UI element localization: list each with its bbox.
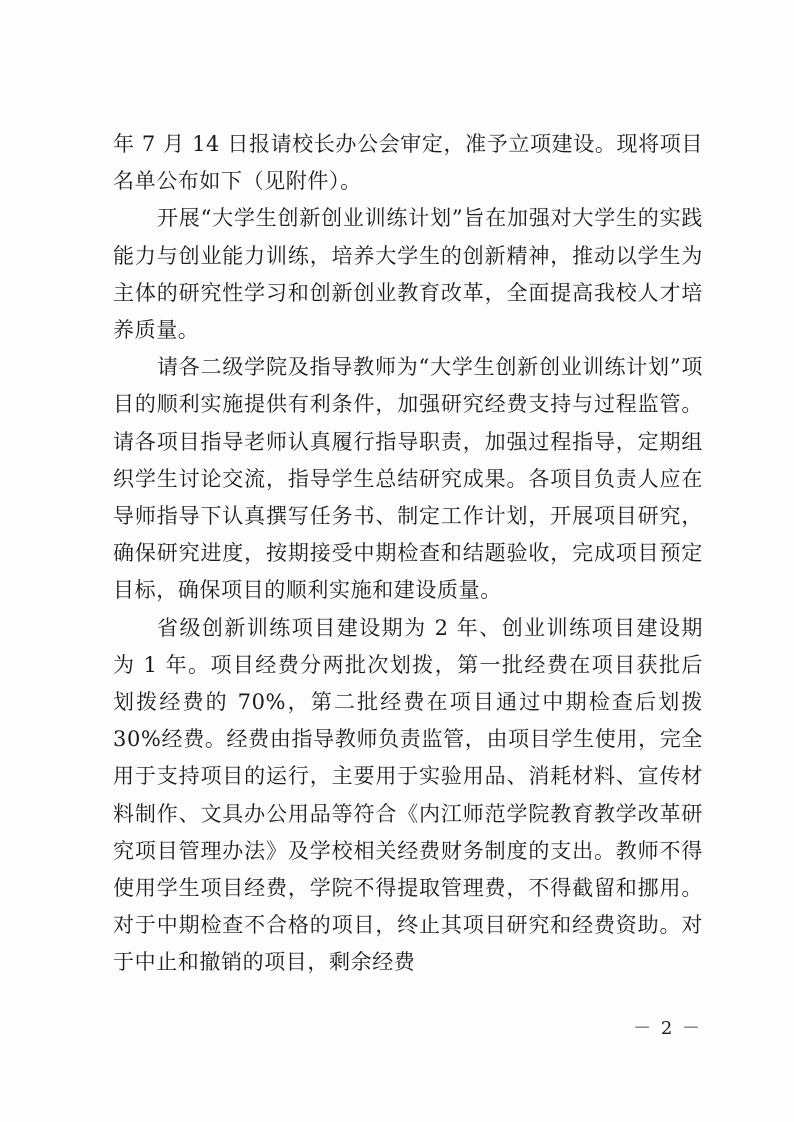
- document-body: [113, 126, 703, 982]
- paragraph-1: 年 7 月 14 日报请校长办公会审定，准予立项建设。现将项目名单公布如下（见附件）。: [113, 132, 703, 194]
- page-number: － 2 －: [633, 1018, 702, 1039]
- paragraph-4: 省级创新训练项目建设期为 2 年、创业训练项目建设期为 1 年。项目经费分两批次划拨，第一批经费在项目获批后划拨经费的 70%，第二批经费在项目通过中期检查后划拨 30%经费。经费由指导教师负责监管，由项目学生使用，完全用于支持项目的运行，主要用于实验用品、消耗材料、宣传材料制作、文具办公用品等符合《内江师范学院教育教学改革研究项目管理办法》及学校相关经费财务制度的支出。教师不得使用学生项目经费，学院不得提取管理费，不得截留和挪用。对于中期检查不合格的项目，终止其项目研究和经费资助。对于中止和撤销的项目，剩余经费: [113, 615, 703, 975]
- paragraph-3: 请各二级学院及指导教师为“大学生创新创业训练计划”项目的顺利实施提供有利条件，加强研究经费支持与过程监管。请各项目指导老师认真履行指导职责，加强过程指导，定期组织学生讨论交流，指导学生总结研究成果。各项目负责人应在导师指导下认真撰写任务书、制定工作计划，开展项目研究，确保研究进度，按期接受中期检查和结题验收，完成项目预定目标，确保项目的顺利实施和建设质量。: [113, 355, 703, 603]
- paragraph-2: 开展“大学生创新创业训练计划”旨在加强对大学生的实践能力与创业能力训练，培养大学生的创新精神，推动以学生为主体的研究性学习和创新创业教育改革，全面提高我校人才培养质量。: [113, 206, 703, 343]
